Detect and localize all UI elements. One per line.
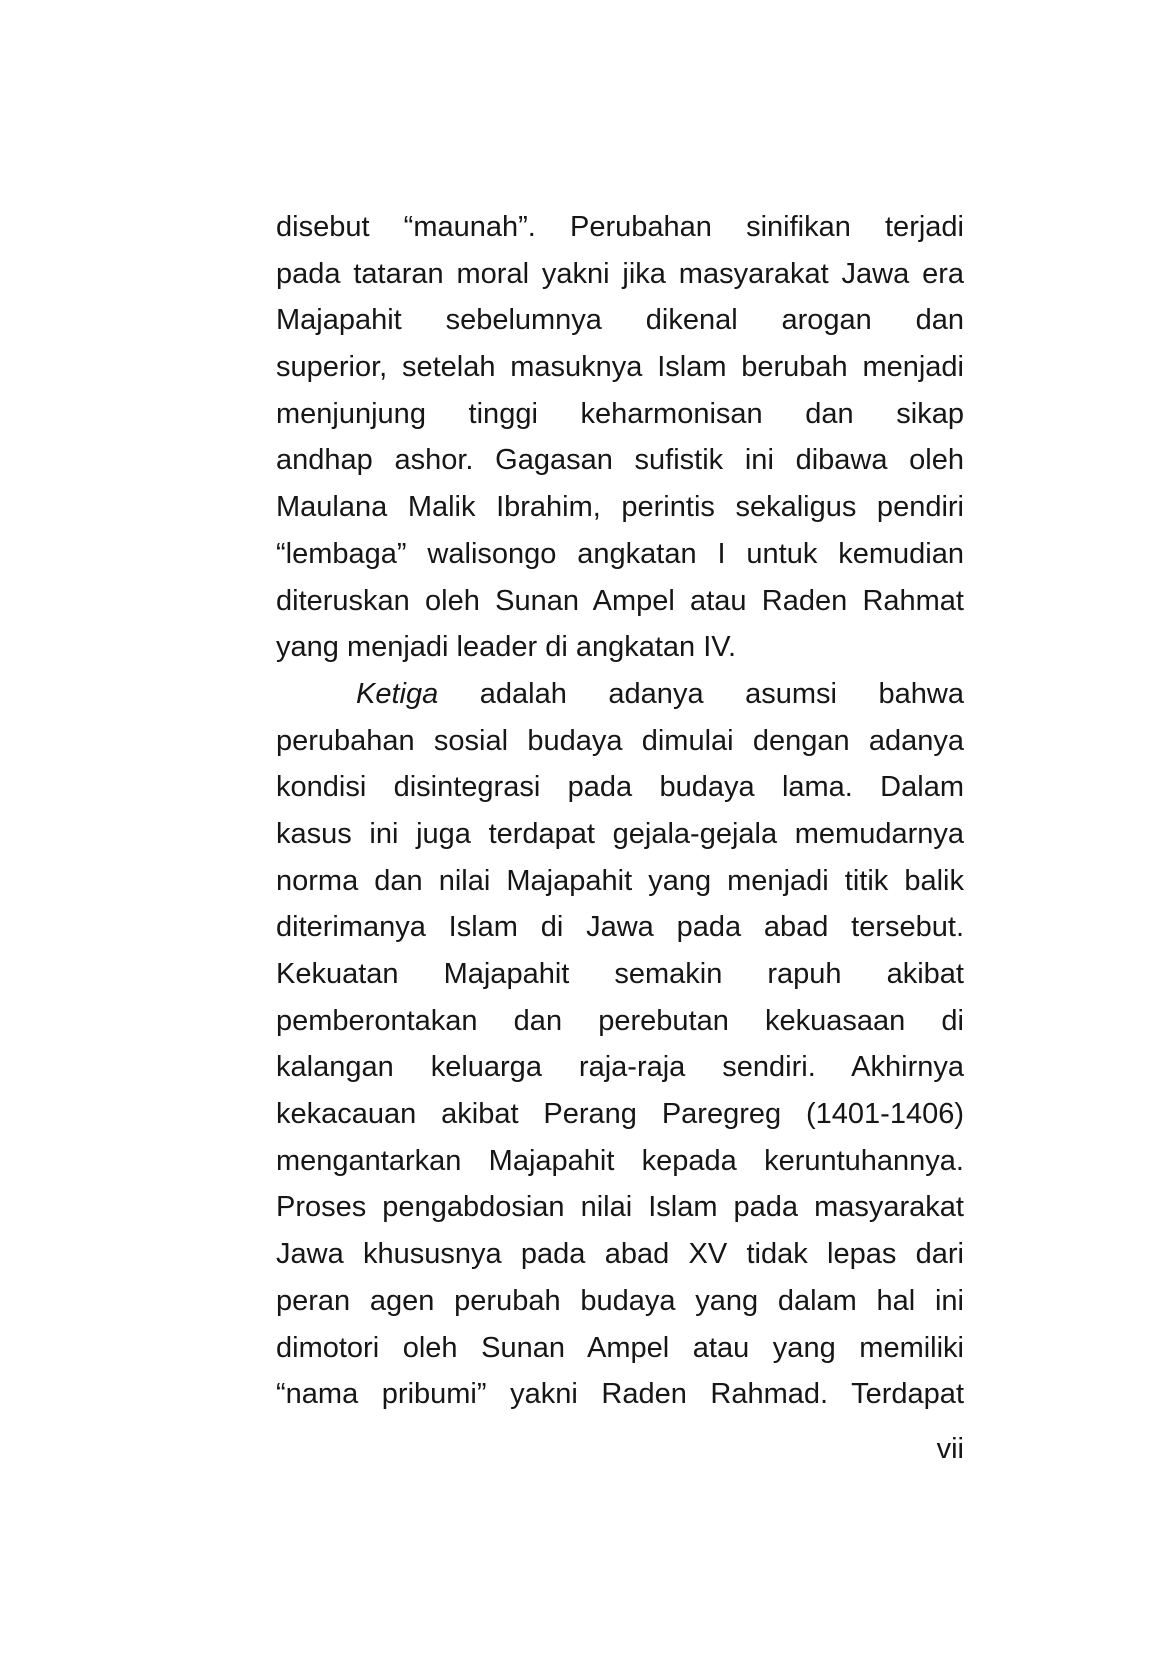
text-line	[276, 391, 964, 438]
text-line	[276, 718, 964, 765]
text-line	[276, 297, 964, 344]
text-segment: dimotori oleh Sunan Ampel atau yang memiliki	[276, 1331, 964, 1364]
text-line	[276, 1044, 964, 1091]
text-segment: menjunjung tinggi keharmonisan dan sikap	[276, 397, 964, 430]
text-segment: yang menjadi leader di angkatan IV.	[276, 631, 737, 664]
text-line	[276, 1231, 964, 1278]
text-line	[276, 344, 964, 391]
text-segment: kondisi disintegrasi pada budaya lama. Dalam	[276, 771, 964, 804]
text-line	[276, 951, 964, 998]
text-line	[276, 531, 964, 578]
text-segment: peran agen perubah budaya yang dalam hal ini	[276, 1284, 964, 1317]
text-segment: diterimanya Islam di Jawa pada abad tersebut.	[276, 911, 964, 944]
text-line	[276, 1184, 964, 1231]
text-segment: Jawa khususnya pada abad XV tidak lepas dari	[276, 1238, 964, 1271]
text-segment: pada tataran moral yakni jika masyarakat Jawa era	[276, 257, 964, 290]
text-segment: kekacauan akibat Perang Paregreg (1401-1406)	[276, 1098, 964, 1131]
body-text	[276, 204, 964, 1418]
text-segment: Proses pengabdosian nilai Islam pada masyarakat	[276, 1191, 964, 1224]
paragraph-2	[276, 671, 964, 1418]
text-segment: “nama pribumi” yakni Raden Rahmad. Terdapat	[276, 1378, 964, 1411]
text-line	[276, 1371, 964, 1418]
text-segment: diteruskan oleh Sunan Ampel atau Raden Rahmat	[276, 584, 964, 617]
text-line	[276, 437, 964, 484]
italic-term: Ketiga	[356, 677, 439, 710]
text-line	[276, 484, 964, 531]
text-line	[276, 624, 964, 671]
text-line	[276, 578, 964, 625]
text-segment: superior, setelah masuknya Islam berubah menjadi	[276, 351, 964, 384]
text-segment: Maulana Malik Ibrahim, perintis sekaligus pendiri	[276, 491, 964, 524]
text-segment: norma dan nilai Majapahit yang menjadi titik balik	[276, 864, 964, 897]
text-segment: perubahan sosial budaya dimulai dengan adanya	[276, 724, 964, 757]
paragraph-1	[276, 204, 964, 671]
text-line	[276, 204, 964, 251]
text-segment: pemberontakan dan perebutan kekuasaan di	[276, 1004, 964, 1037]
text-line	[276, 251, 964, 298]
text-line	[276, 904, 964, 951]
text-line	[276, 764, 964, 811]
text-segment: kalangan keluarga raja-raja sendiri. Akhirnya	[276, 1051, 964, 1084]
text-line	[276, 811, 964, 858]
text-segment: andhap ashor. Gagasan sufistik ini dibawa oleh	[276, 444, 964, 477]
text-segment: Majapahit sebelumnya dikenal arogan dan	[276, 304, 964, 337]
text-line	[276, 998, 964, 1045]
text-line	[276, 1278, 964, 1325]
text-line	[276, 1325, 964, 1372]
text-segment: disebut “maunah”. Perubahan sinifikan terjadi	[276, 211, 964, 243]
text-line	[276, 671, 964, 718]
text-segment: “lembaga” walisongo angkatan I untuk kemudian	[276, 537, 964, 570]
text-line	[276, 1091, 964, 1138]
text-segment: adalah adanya asumsi bahwa	[438, 677, 964, 710]
page-number: vii	[936, 1433, 964, 1465]
text-segment: mengantarkan Majapahit kepada keruntuhannya.	[276, 1144, 964, 1177]
text-line	[276, 1138, 964, 1185]
text-segment: Kekuatan Majapahit semakin rapuh akibat	[276, 958, 964, 990]
text-line	[276, 858, 964, 905]
text-segment: kasus ini juga terdapat gejala-gejala memudarnya	[276, 817, 964, 850]
